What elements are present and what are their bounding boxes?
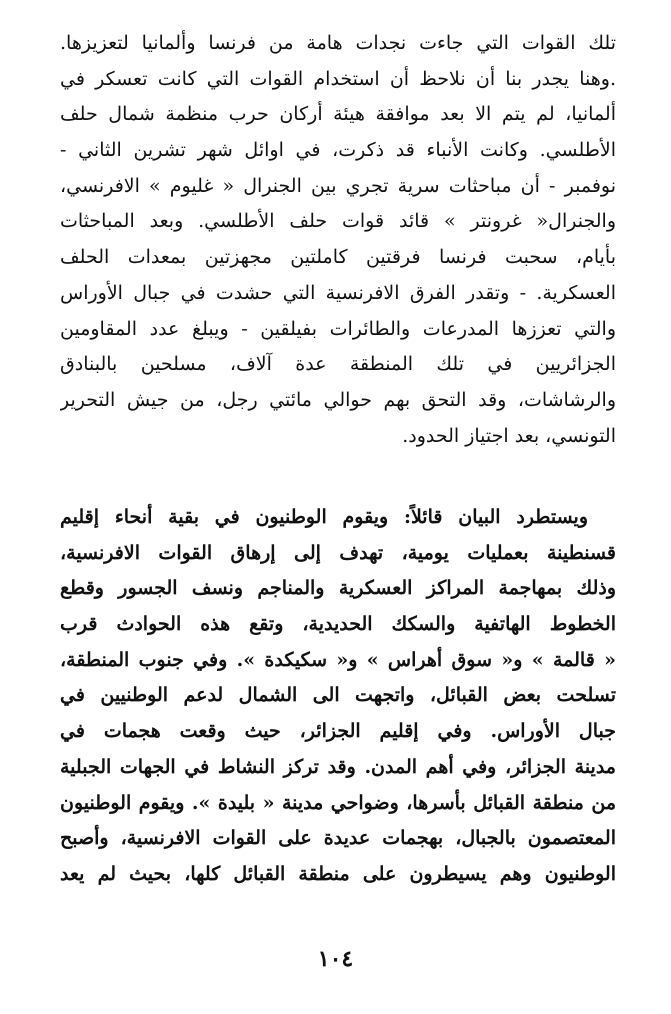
- page-number: ١٠٤: [317, 946, 354, 972]
- paragraph-line: قسنطينة بعمليات يومية، تهدف إلى إرهاق القوات الافرنسية،: [60, 541, 616, 564]
- paragraph-line: ألمانيا، لم يتم الا بعد موافقة هيئة أركان حرب منظمة شمال حلف: [60, 103, 616, 126]
- paragraph-line: بأيام، سحبت فرنسا فرقتين كاملتين مجهزتين بمعدات الحلف: [60, 246, 616, 269]
- paragraph-line: مدينة الجزائر، وفي أهم المدن. وقد تركز النشاط في الجهات الجبلية: [60, 755, 616, 778]
- paragraph-line: وذلك بمهاجمة المراكز العسكرية والمناجم ونسف الجسور وقطع: [60, 577, 616, 600]
- paragraph-line: التونسي، بعد اجتياز الحدود.: [402, 424, 616, 447]
- paragraph-line: جبال الأوراس. وفي إقليم الجزائر، حيث وقعت هجمات في: [60, 720, 616, 743]
- paragraph-line: المعتصمون بالجبال، بهجمات عديدة على القوات الافرنسية، وأصبح: [60, 827, 616, 850]
- paragraph-line: تسلحت بعض القبائل، واتجهت الى الشمال لدعم الوطنيين في: [60, 684, 616, 707]
- paragraph-line: ويستطرد البيان قائلاً: ويقوم الوطنيون في بقية أنحاء إقليم: [60, 506, 588, 528]
- paragraph-line: والرشاشات، وقد التحق بهم حوالي مائتي رجل، من جيش التحرير: [60, 388, 616, 411]
- paragraph-line: والتي تعززها المدرعات والطائرات بفيلقين - ويبلغ عدد المقاومين: [60, 317, 616, 340]
- paragraph-line: .وهنا يجدر بنا أن نلاحظ أن استخدام القوات التي كانت تعسكر في: [60, 67, 616, 90]
- paragraph-2: [60, 500, 616, 893]
- paragraph-line: تلك القوات التي جاءت نجدات هامة من فرنسا وألمانيا لتعزيزها.: [60, 32, 616, 54]
- paragraph-line: « قالمة » و« سوق أهراس » و« سكيكدة ». وفي جنوب المنطقة،: [60, 648, 616, 671]
- paragraph-1: [60, 26, 616, 454]
- paragraph-line: نوفمبر - أن مباحثات سرية تجري بين الجنرال « غليوم » الافرنسي،: [60, 174, 616, 197]
- paragraph-line: الجزائريين في تلك المنطقة عدة آلاف، مسلحين بالبنادق: [60, 353, 616, 376]
- paragraph-line: والجنرال« غرونتر » قائد قوات حلف الأطلسي. وبعد المباحثات: [60, 210, 616, 233]
- paragraph-line: الوطنيون وهم يسيطرون على منطقة القبائل كلها، بحيث لم يعد: [60, 862, 616, 885]
- paragraph-line: الأطلسي. وكانت الأنباء قد ذكرت، في اوائل شهر تشرين الثاني -: [60, 139, 616, 162]
- paragraph-line: الخطوط الهاتفية والسكك الحديدية، وتقع هذه الحوادث قرب: [60, 613, 616, 636]
- paragraph-line: العسكرية. - وتقدر الفرق الافرنسية التي حشدت في جبال الأوراس: [60, 281, 616, 304]
- paragraph-line: من منطقة القبائل بأسرها، وضواحي مدينة « بليدة ». ويقوم الوطنيون: [60, 791, 616, 814]
